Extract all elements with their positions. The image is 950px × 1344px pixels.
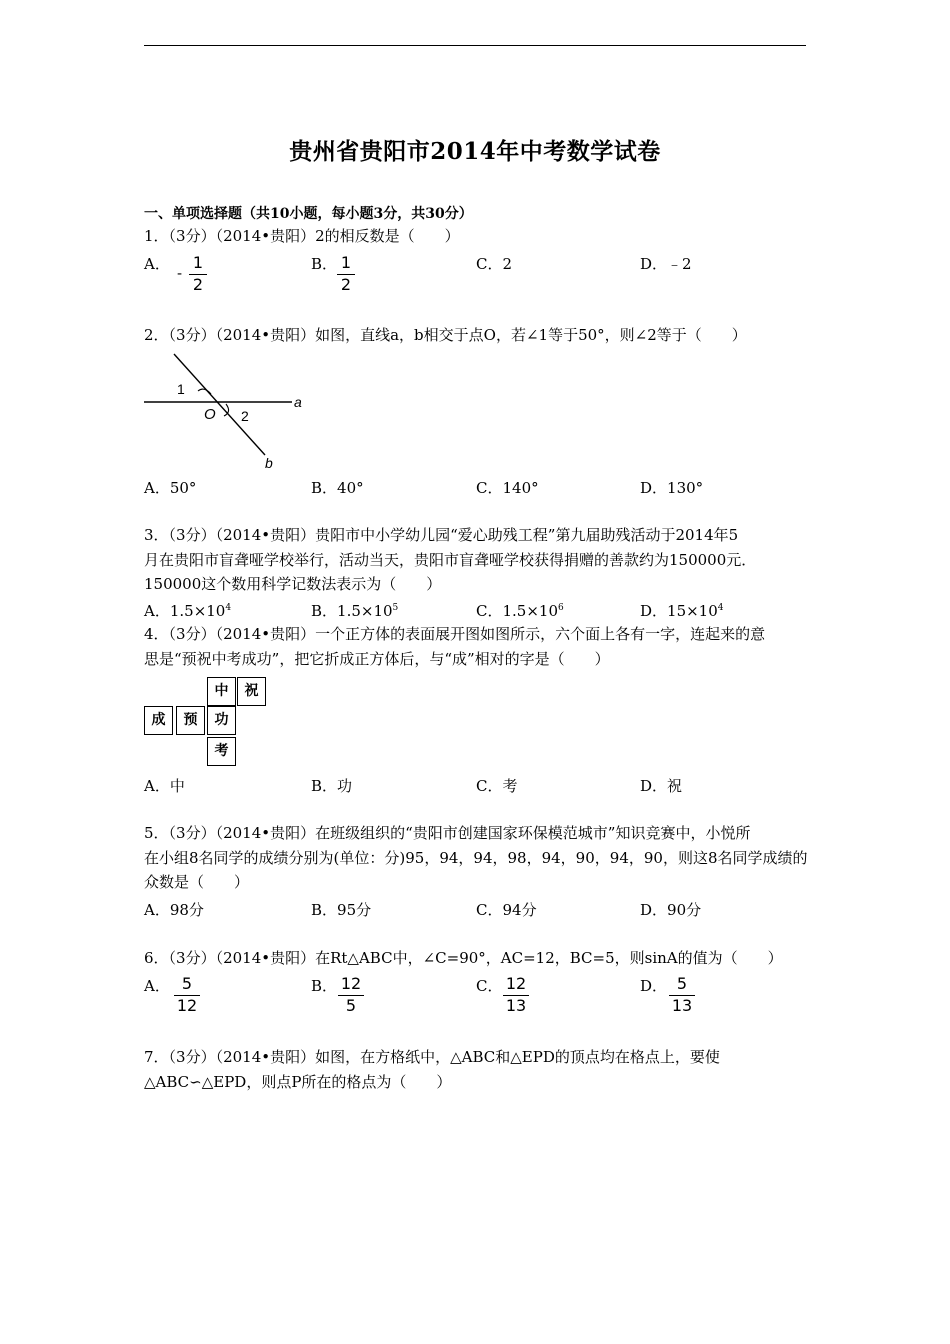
numerator: 1 xyxy=(340,253,352,272)
q5-option-a: A．98分 xyxy=(144,901,204,919)
q6-stem: 6．（3分）（2014•贵阳）在Rt△ABC中，∠C=90°，AC=12，BC=5，则sinA的值为（ ） xyxy=(144,949,783,967)
q2-option-a: A．50° xyxy=(144,479,197,497)
q1-option-b-fraction xyxy=(337,254,355,294)
header-rule xyxy=(144,45,806,46)
q5-option-b: B．95分 xyxy=(311,901,372,919)
q5-line-3: 众数是（ ） xyxy=(144,873,250,891)
net-cell-zhong: 中 xyxy=(207,677,236,706)
numerator: 1 xyxy=(192,253,204,272)
angle-2-label: 2 xyxy=(241,408,249,424)
q4-line-2: 思是“预祝中考成功”，把它折成正方体后，与“成”相对的字是（ ） xyxy=(144,650,610,668)
net-cell-kao: 考 xyxy=(207,737,236,766)
q3-line-1: 3．（3分）（2014•贵阳）贵阳市中小学幼儿园“爱心助残工程”第九届助残活动于2014年5 xyxy=(144,526,739,544)
option-text: D．15×10 xyxy=(640,602,718,620)
q6-option-b-label: B． xyxy=(311,977,338,995)
q3-option-c xyxy=(476,600,564,621)
net-cell-yu: 预 xyxy=(176,706,205,735)
exponent: 4 xyxy=(717,603,724,613)
denominator: 12 xyxy=(176,996,198,1015)
exponent: 4 xyxy=(225,603,232,613)
q3-option-b xyxy=(311,600,398,621)
line-b xyxy=(174,354,265,455)
q4-cube-net-figure xyxy=(144,677,270,768)
q3-line-3: 150000这个数用科学记数法表示为（ ） xyxy=(144,575,442,593)
q1-option-d: D．﹣2 xyxy=(640,255,692,273)
denominator: 2 xyxy=(340,275,352,294)
q6-option-a-label: A． xyxy=(144,977,170,995)
q6-option-b-fraction xyxy=(338,975,364,1015)
q6-option-d-label: D． xyxy=(640,977,668,995)
q2-option-d: D．130° xyxy=(640,479,704,497)
numerator: 12 xyxy=(505,974,527,993)
exponent: 6 xyxy=(558,603,564,613)
angle-1-label: 1 xyxy=(177,381,185,397)
q4-option-a: A．中 xyxy=(144,777,185,795)
point-o-label: O xyxy=(204,406,216,423)
q2-stem: 2．（3分）（2014•贵阳）如图，直线a，b相交于点O，若∠1等于50°，则∠2等于（ ） xyxy=(144,326,747,344)
numerator: 12 xyxy=(340,974,362,993)
q1-option-b-label: B． xyxy=(311,255,338,273)
denominator: 5 xyxy=(345,996,357,1015)
q5-line-2: 在小组8名同学的成绩分别为(单位：分)95，94，94，98，94，90，94，90，则这8名同学成绩的 xyxy=(144,849,808,867)
q4-line-1: 4．（3分）（2014•贵阳）一个正方体的表面展开图如图所示，六个面上各有一字，连起来的意 xyxy=(144,625,766,643)
q7-line-2: △ABC∽△EPD，则点P所在的格点为（ ） xyxy=(144,1073,452,1091)
denominator: 13 xyxy=(505,996,527,1015)
q2-option-c: C．140° xyxy=(476,479,539,497)
q5-line-1: 5．（3分）（2014•贵阳）在班级组织的“贵阳市创建国家环保模范城市”知识竞赛中，小悦所 xyxy=(144,824,751,842)
numerator: 5 xyxy=(181,974,193,993)
q5-option-c: C．94分 xyxy=(476,901,537,919)
net-cell-gong: 功 xyxy=(207,706,236,735)
q3-option-d xyxy=(640,600,724,621)
q4-option-b: B．功 xyxy=(311,777,353,795)
q2-intersecting-lines-figure xyxy=(140,348,300,474)
q3-option-a xyxy=(144,600,231,621)
option-text: C．1.5×10 xyxy=(476,602,558,620)
q1-option-c: C．2 xyxy=(476,255,513,273)
q6-option-d-fraction xyxy=(669,975,695,1015)
q2-option-b: B．40° xyxy=(311,479,364,497)
q6-option-a-fraction xyxy=(174,975,200,1015)
q3-line-2: 月在贵阳市盲聋哑学校举行，活动当天，贵阳市盲聋哑学校获得捐赠的善款约为150000元． xyxy=(144,551,757,569)
line-a-label: a xyxy=(294,394,302,410)
net-cell-zhu: 祝 xyxy=(237,677,266,706)
exponent: 5 xyxy=(392,603,399,613)
page-title: 贵州省贵阳市2014年中考数学试卷 xyxy=(289,138,661,165)
q7-line-1: 7．（3分）（2014•贵阳）如图，在方格纸中，△ABC和△EPD的顶点均在格点上，要使 xyxy=(144,1048,720,1066)
denominator: 13 xyxy=(671,996,693,1015)
denominator: 2 xyxy=(192,275,204,294)
q6-option-c-label: C． xyxy=(476,977,503,995)
q1-option-a-label: A． xyxy=(144,255,170,273)
numerator: 5 xyxy=(676,974,688,993)
net-cell-cheng: 成 xyxy=(144,706,173,735)
option-text: A．1.5×10 xyxy=(144,602,226,620)
q5-option-d: D．90分 xyxy=(640,901,702,919)
q4-option-c: C．考 xyxy=(476,777,518,795)
option-text: B．1.5×10 xyxy=(311,602,393,620)
q1-stem: 1．（3分）（2014•贵阳）2的相反数是（ ） xyxy=(144,227,460,245)
line-b-label: b xyxy=(265,455,273,471)
q1-option-a-fraction xyxy=(189,254,207,294)
section-heading: 一、单项选择题（共10小题，每小题3分，共30分） xyxy=(144,206,473,222)
q1-option-a-minus: - xyxy=(177,264,183,282)
q6-option-c-fraction xyxy=(503,975,529,1015)
q4-option-d: D．祝 xyxy=(640,777,683,795)
